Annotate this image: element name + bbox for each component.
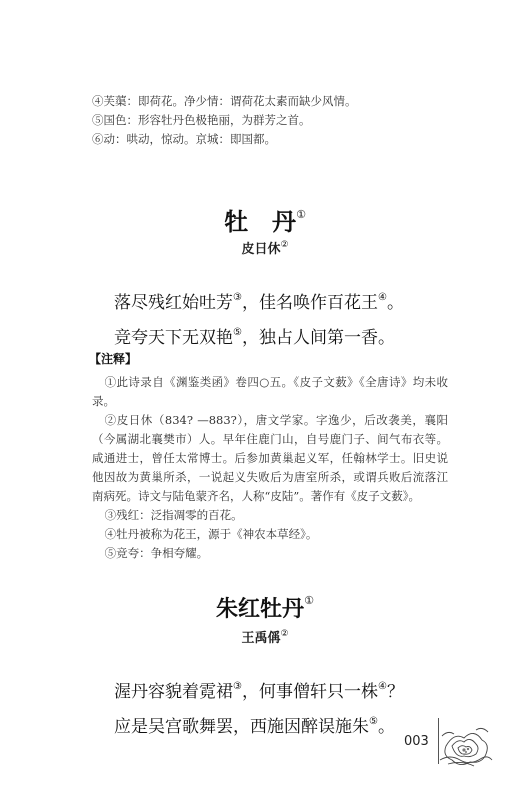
footnote-mark: ① [304, 594, 314, 607]
verse-text: 渥丹容貌着霓裙 [114, 682, 233, 702]
author-name: 皮日休 [241, 242, 281, 257]
footnote-mark: ⑤ [369, 716, 378, 727]
page-number: 003 [404, 734, 429, 749]
note-item: ⑤竞夸：争相夸耀。 [104, 546, 209, 560]
footnote-mark: ② [280, 629, 289, 639]
top-notes [92, 92, 357, 149]
poem1-verse [114, 283, 404, 353]
poem-title-text: 朱红牡丹 [216, 597, 305, 622]
poem1-title [0, 202, 530, 237]
notes-heading: 【注释】 [89, 352, 138, 366]
verse-text: 竞夸天下无双艳 [114, 328, 233, 348]
poem-title-text: 牡 丹 [224, 208, 297, 236]
note-item: ⑤国色：形容牡丹色极艳丽，为群芳之首。 [92, 113, 311, 127]
verse-text: 。 [386, 293, 404, 313]
poem2-author [0, 627, 530, 646]
verse-text: 。 [377, 717, 395, 737]
verse-text: ，何事僧轩只一株 [241, 682, 378, 702]
footnote-mark: ⑤ [233, 327, 242, 338]
note-item: ⑥动：哄动，惊动。京城：即国都。 [92, 132, 276, 146]
verse-line [114, 318, 404, 353]
note-item: ②皮日休（834? —883?），唐文学家。字逸少，后改袭美，襄阳（今属湖北襄樊市）人。早年住鹿门山，自号鹿门子、间气布衣等。咸通进士，曾任太常博士。后参加黄巢起义军，任翰林学士。旧史说他因故为黄巢所杀，一说起义失败后为唐室所杀，或谓兵败后流落江南病死。诗文与陆龟蒙齐名，人称“皮陆”。著作有《皮子文薮》。 [92, 413, 448, 503]
verse-line [114, 707, 404, 742]
footnote-mark: ③ [233, 681, 242, 692]
poem1-notes [92, 373, 448, 563]
footnote-mark: ② [280, 240, 289, 250]
note-item: ①此诗录自《渊鉴类函》卷四○五。《皮子文薮》《全唐诗》均未收录。 [92, 375, 448, 408]
verse-line [114, 672, 404, 707]
note-item: ④牡丹被称为花王，源于《神农本草经》。 [104, 527, 318, 541]
verse-line [114, 283, 404, 318]
footnote-mark: ④ [377, 681, 387, 692]
verse-text: ？ [386, 682, 404, 702]
poem2-title [0, 592, 530, 623]
peony-ink-sketch-icon [436, 716, 496, 768]
verse-text: 落尽残红始吐芳 [114, 293, 233, 313]
verse-text: ，独占人间第一香。 [241, 328, 395, 348]
note-item: ③残红：泛指凋零的百花。 [104, 508, 243, 522]
verse-text: ，佳名唤作百花王 [241, 293, 378, 313]
footnote-mark: ① [296, 208, 306, 221]
footnote-mark: ③ [233, 292, 242, 303]
verse-text: 应是吴宫歌舞罢，西施因醉误施朱 [114, 717, 369, 737]
author-name: 王禹偁 [241, 631, 281, 646]
poem1-author [0, 238, 530, 257]
note-item: ④芙蕖：即荷花。净少情：谓荷花太素而缺少风情。 [92, 94, 357, 108]
footnote-mark: ④ [377, 292, 387, 303]
poem2-verse [114, 672, 404, 742]
